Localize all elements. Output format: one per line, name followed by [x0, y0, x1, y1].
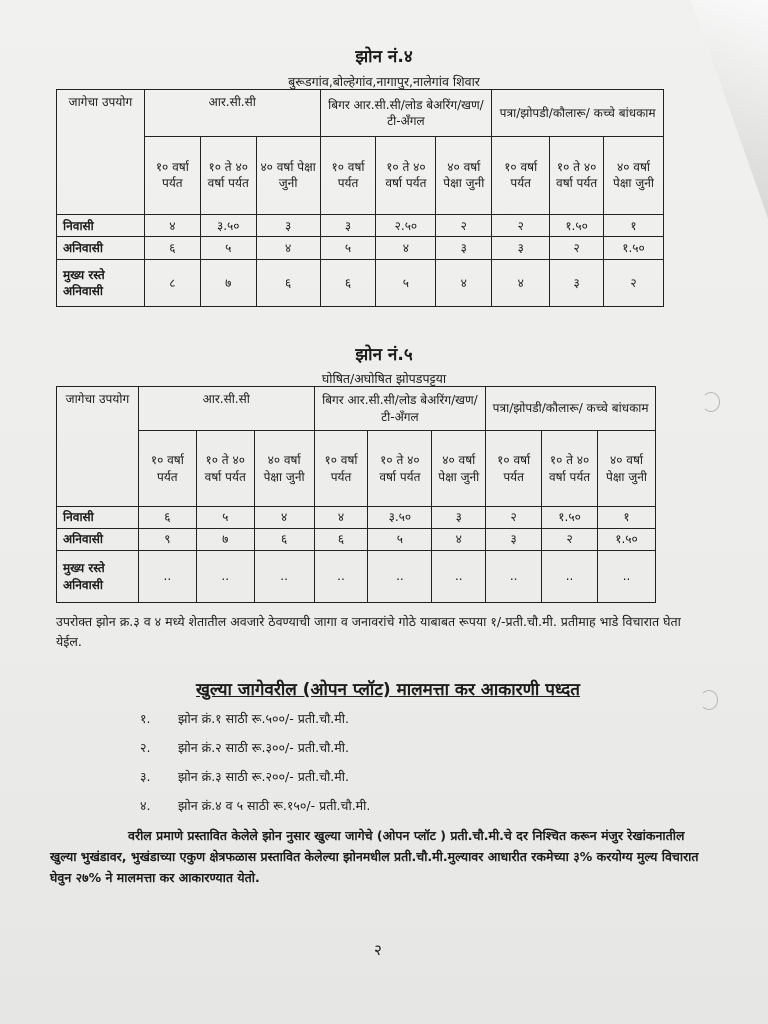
table-cell: ५: [376, 259, 436, 306]
table-cell: १.५०: [598, 529, 656, 551]
row-label: अनिवासी: [57, 529, 139, 551]
list-item: २. झोन क्रं.२ साठी रू.३००/- प्रती.चौ.मी.: [140, 740, 349, 755]
table-cell: १.५०: [604, 237, 664, 260]
table-cell: ..: [196, 551, 254, 603]
table-cell: २: [436, 214, 492, 237]
age-header: १० वर्षा पर्यत: [486, 431, 542, 507]
age-header: १० ते ४० वर्षा पर्यत: [376, 137, 436, 215]
age-header: ४० वर्षा पेक्षा जुनी: [432, 431, 486, 507]
table-row: [57, 551, 656, 603]
table-cell: ३: [550, 259, 604, 306]
zone5-table: [56, 386, 656, 603]
table-cell: १: [598, 507, 656, 529]
table-cell: ..: [368, 551, 432, 603]
table-cell: ५: [196, 507, 254, 529]
age-header: १० वर्षा पर्यत: [492, 137, 550, 215]
nonrcc-header: बिगर आर.सी.सी/लोड बेअरिंग/खण/टी-अँगल: [320, 90, 492, 137]
zone4-table: [56, 89, 664, 307]
table-cell: ६: [138, 507, 196, 529]
table-cell: ..: [542, 551, 598, 603]
table-cell: ५: [368, 529, 432, 551]
table-row: [57, 507, 656, 529]
table-cell: २: [604, 259, 664, 306]
table-cell: ४: [492, 259, 550, 306]
age-header: ४० वर्षा पेक्षा जुनी: [256, 137, 320, 215]
list-item: ४. झोन क्रं.४ व ५ साठी रू.१५०/- प्रती.चौ.मी.: [140, 798, 371, 813]
row-label: निवासी: [57, 214, 145, 237]
table-cell: ४: [256, 237, 320, 260]
age-header: १० ते ४० वर्षा पर्यत: [542, 431, 598, 507]
table-cell: ४: [376, 237, 436, 260]
table-cell: ३: [432, 507, 486, 529]
table-cell: ५: [320, 237, 376, 260]
table-cell: १: [604, 214, 664, 237]
zone4-title: झोन नं.४: [355, 47, 413, 67]
table-cell: ५: [200, 237, 256, 260]
rcc-header: आर.सी.सी: [144, 90, 320, 137]
zone-note: उपरोक्त झोन क्र.३ व ४ मध्ये शेतातील अवजारे ठेवण्याची जागा व जनावरांचे गोठे याबाबत रूपया १/-प्रती.चौ.मी. प्रतीमाह भाडे विचारात घेता येईल.: [56, 614, 681, 649]
table-cell: ३.५०: [368, 507, 432, 529]
table-cell: ६: [320, 259, 376, 306]
age-header: १० वर्षा पर्यत: [138, 431, 196, 507]
table-row: [57, 214, 664, 237]
age-header: १० वर्षा पर्यत: [144, 137, 200, 215]
table-cell: ४: [436, 259, 492, 306]
table-cell: ..: [138, 551, 196, 603]
table-cell: ४: [254, 507, 314, 529]
list-item: १. झोन क्रं.१ साठी रू.५००/- प्रती.चौ.मी.: [140, 711, 349, 726]
table-cell: ..: [314, 551, 368, 603]
kaccha-header: पत्रा/झोपडी/कौलारू/ कच्चे बांधकाम: [492, 90, 664, 137]
page-number: २: [374, 941, 382, 959]
age-header: ४० वर्षा पेक्षा जुनी: [598, 431, 656, 507]
table-cell: ३: [486, 529, 542, 551]
table-cell: ४: [432, 529, 486, 551]
use-header: जागेचा उपयोग: [57, 90, 145, 215]
table-cell: २: [486, 507, 542, 529]
punch-hole-top: [702, 392, 720, 412]
table-cell: २: [550, 237, 604, 260]
table-cell: १.५०: [550, 214, 604, 237]
age-header: १० ते ४० वर्षा पर्यत: [368, 431, 432, 507]
table-cell: ४: [314, 507, 368, 529]
kaccha-header: पत्रा/झोपडी/कौलारू/ कच्चे बांधकाम: [486, 387, 656, 431]
table-cell: ६: [254, 529, 314, 551]
table-cell: ८: [144, 259, 200, 306]
table-cell: ३: [436, 237, 492, 260]
table-cell: ४: [144, 214, 200, 237]
rcc-header: आर.सी.सी: [138, 387, 314, 431]
age-header: १० वर्षा पर्यत: [314, 431, 368, 507]
use-header: जागेचा उपयोग: [57, 387, 139, 507]
age-header: ४० वर्षा पेक्षा जुनी: [254, 431, 314, 507]
age-header: १० ते ४० वर्षा पर्यत: [196, 431, 254, 507]
table-cell: ७: [200, 259, 256, 306]
table-cell: ..: [432, 551, 486, 603]
table-cell: ९: [138, 529, 196, 551]
zone5-title: झोन नं.५: [355, 345, 413, 365]
table-cell: ..: [254, 551, 314, 603]
row-label: अनिवासी: [57, 237, 145, 260]
row-label: मुख्य रस्ते अनिवासी: [57, 259, 145, 306]
table-cell: ३: [320, 214, 376, 237]
table-cell: २.५०: [376, 214, 436, 237]
age-header: १० ते ४० वर्षा पर्यत: [550, 137, 604, 215]
row-label: निवासी: [57, 507, 139, 529]
age-header: ४० वर्षा पेक्षा जुनी: [604, 137, 664, 215]
table-cell: ३.५०: [200, 214, 256, 237]
punch-hole-bottom: [700, 690, 718, 710]
age-header: १० ते ४० वर्षा पर्यत: [200, 137, 256, 215]
table-cell: २: [492, 214, 550, 237]
page-fold: [658, 0, 768, 230]
age-header: ४० वर्षा पेक्षा जुनी: [436, 137, 492, 215]
table-cell: ७: [196, 529, 254, 551]
table-row: [57, 529, 656, 551]
table-cell: ३: [492, 237, 550, 260]
table-cell: ६: [256, 259, 320, 306]
table-row: [57, 237, 664, 260]
open-plot-paragraph: वरील प्रमाणे प्रस्तावित केलेले झोन नुसार खुल्या जागेचे (ओपन प्लॉट ) प्रती.चौ.मी.चे दर निश्चित करून मंजुर रेखांकनातील खुल्या भुखंडावर, भुखंडाच्या एकुण क्षेत्रफळास प्रस्तावित केलेल्या झोनमधील प्रती.चौ.मी.मुल्यावर आधारीत रकमेच्या ३% करयोग्य मुल्य विचारात घेवुन २७% ने मालमत्ता कर आकारण्यात येतो.: [50, 828, 699, 885]
table-cell: ..: [486, 551, 542, 603]
zone5-subtitle: घोषित/अघोषित झोपडपट्टया: [321, 371, 447, 386]
table-cell: ६: [314, 529, 368, 551]
nonrcc-header: बिगर आर.सी.सी/लोड बेअरिंग/खण/टी-अँगल: [314, 387, 486, 431]
row-label: मुख्य रस्ते अनिवासी: [57, 551, 139, 603]
list-item: ३. झोन क्रं.३ साठी रू.२००/- प्रती.चौ.मी.: [140, 769, 349, 784]
table-cell: १.५०: [542, 507, 598, 529]
age-header: १० वर्षा पर्यत: [320, 137, 376, 215]
zone4-subtitle: बुरूडगांव,बोल्हेगांव,नागापुर,नालेगांव शिवार: [288, 74, 480, 89]
table-cell: ३: [256, 214, 320, 237]
table-cell: २: [542, 529, 598, 551]
table-row: [57, 259, 664, 306]
table-cell: ..: [598, 551, 656, 603]
table-cell: ६: [144, 237, 200, 260]
open-plot-title: खुल्या जागेवरील (ओपन प्लॉट) मालमत्ता कर आकारणी पध्दत: [195, 680, 580, 700]
